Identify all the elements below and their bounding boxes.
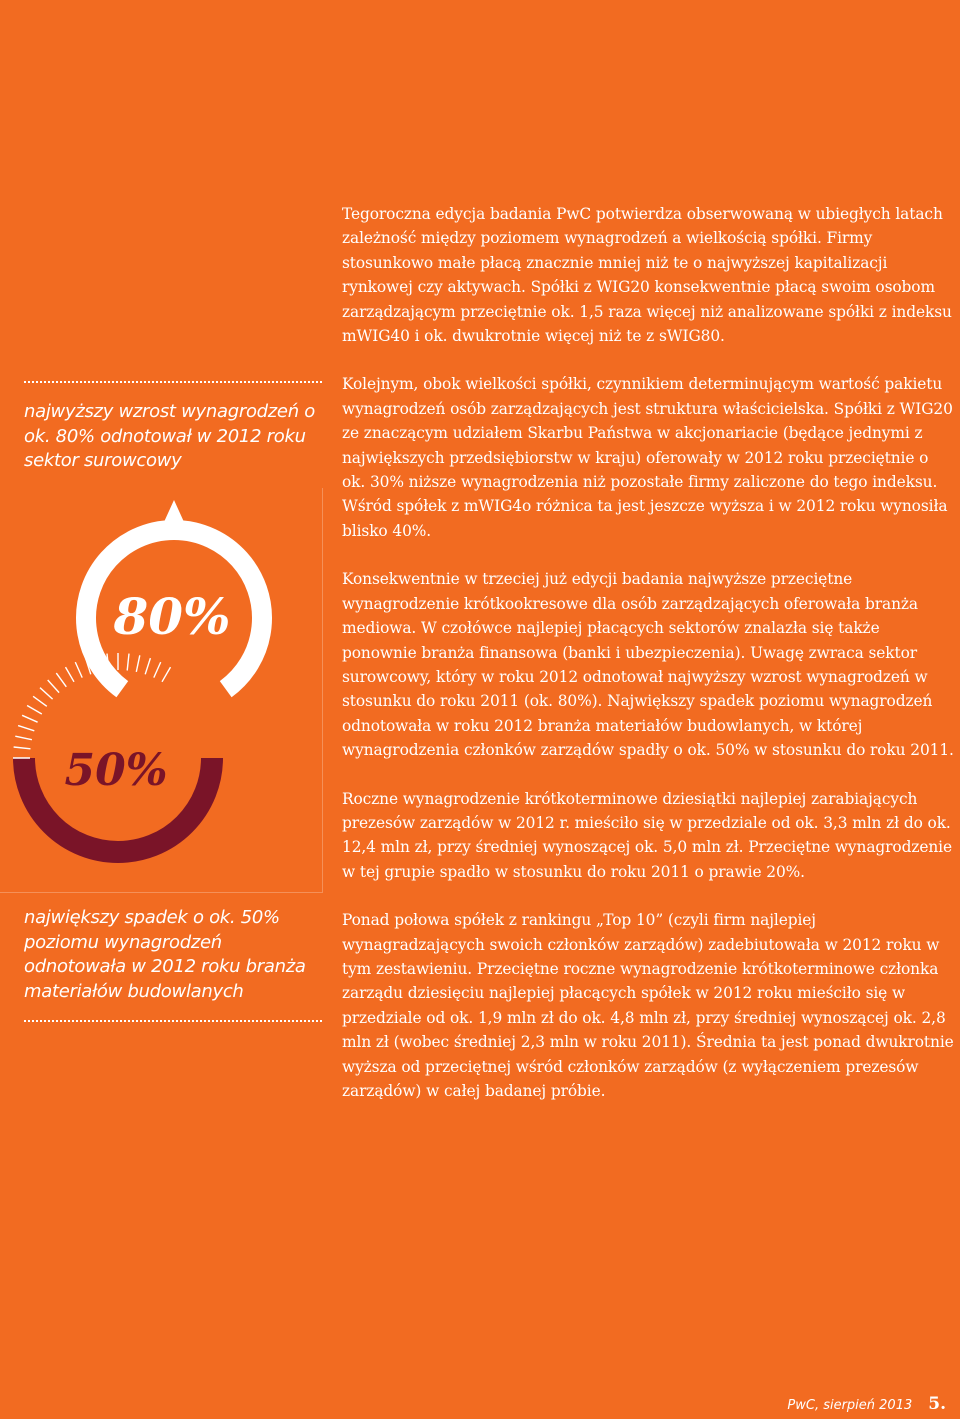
sidebar-note-top: najwyższy wzrost wynagrodzeń o ok. 80% odnotował w 2012 roku sektor surowcowy	[24, 401, 315, 471]
sidebar-top-rule	[24, 381, 322, 383]
ring-50-tick	[14, 747, 31, 749]
gauge-chart	[0, 488, 322, 892]
ring-50-tick	[145, 658, 150, 674]
sidebar-bottom-rule	[24, 1020, 322, 1022]
ring-50-tick	[18, 726, 34, 731]
ring-50-tick	[27, 706, 42, 715]
footer	[787, 1394, 946, 1414]
paragraph-ownership: Kolejnym, obok wielkości spółki, czynnikiem determinującym wartość pakietu wynagrodzeń osób zarządzających jest struktura właścicielska. Spółki z WIG20 ze znaczącym udziałem Skarbu Państwa w akcjonariacie (będące jednymi z największych przedsiębiorstw w kraju) oferowały w 2012 roku przeciętnie o ok. 30% niższe wynagrodzenia niż pozostałe firmy zaliczone do tego indeksu. Wśród spółek z mWIG4o różnica ta jest jeszcze wyższa i w 2012 roku wynosiła blisko 40%.	[342, 375, 953, 540]
paragraph-top10: Ponad połowa spółek z rankingu „Top 10” (czyli firm najlepiej wynagradzających swoich członków zarządów) zadebiutowała w 2012 roku w tym zestawieniu. Przeciętne roczne wynagrodzenie krótkoterminowe członka zarządu dziesięciu najlepiej płacących spółek w 2012 roku mieściło się w przedziale od ok. 1,9 mln zł do ok. 4,8 mln zł, przy średniej wynoszącej ok. 2,8 mln zł (wobec średniej 2,3 mln w roku 2011). Średnia ta jest ponad dwukrotnie wyższa od przeciętnej wśród członków zarządów (z wyłączeniem prezesów zarządów) w całej badanej próbie.	[342, 911, 954, 1100]
ring-50-tick	[154, 662, 161, 678]
ring-50-tick	[75, 662, 82, 678]
label-50: 50%	[64, 745, 168, 796]
ring-50-tick	[56, 673, 66, 687]
label-80: 80%	[113, 587, 231, 646]
ring-80-pointer	[164, 500, 184, 522]
ring-50-tick	[48, 680, 59, 693]
footer-text: PwC, sierpień 2013	[787, 1398, 913, 1413]
paragraph-ceo-pay: Roczne wynagrodzenie krótkoterminowe dziesiątki najlepiej zarabiających prezesów zarządów w 2012 r. mieściło się w przedziale od ok. 3,3 mln zł do ok. 12,4 mln zł, przy średniej wynoszącej ok. 5,0 mln zł. Przeciętne wynagrodzenie w tej grupie spadło w stosunku do roku 2011 o prawie 20%.	[342, 789, 952, 881]
page-number: 5.	[928, 1394, 946, 1414]
paragraph-intro: Tegoroczna edycja badania PwC potwierdza obserwowaną w ubiegłych latach zależność między poziomem wynagrodzeń a wielkością spółki. Firmy stosunkowo małe płacą znacznie mniej niż te o najwyższej kapitalizacji rynkowej czy aktywach. Spółki z WIG20 konsekwentnie płacą swoim osobom zarządzającym przeciętnie ok. 1,5 raza więcej niż analizowane spółki z indeksu mWIG40 i ok. dwukrotnie więcej niż te z sWIG80.	[342, 205, 952, 346]
paragraph-sectors: Konsekwentnie w trzeciej już edycji badania najwyższe przeciętne wynagrodzenie krótkookresowe dla osób zarządzających oferowała branża mediowa. W czołówce najlepiej płacących sektorów znalazła się także ponownie branża finansowa (banki i ubezpieczenia). Uwagę zwraca sektor surowcowy, który w roku 2012 odnotował najwyższy wzrost wynagrodzeń w stosunku do roku 2011 (ok. 80%). Największy spadek poziomu wynagrodzeń odnotowała w roku 2012 branża materiałów budowlanych, w której wynagrodzenia członków zarządów spadły o ok. 50% w stosunku do roku 2011.	[342, 570, 954, 760]
ring-50-tick	[15, 736, 32, 740]
ring-50-tick	[127, 654, 129, 671]
sidebar-note-bottom: największy spadek o ok. 50% poziomu wynagrodzeń odnotowała w 2012 roku branża materiałów budowlanych	[24, 907, 306, 1002]
ring-50-tick	[22, 715, 37, 722]
ring-50-tick	[40, 688, 53, 699]
ring-50-tick	[162, 667, 171, 682]
main-column	[342, 202, 954, 1127]
ring-50-tick	[136, 655, 140, 672]
ring-50-tick	[66, 667, 75, 682]
ring-50-tick	[33, 696, 47, 706]
